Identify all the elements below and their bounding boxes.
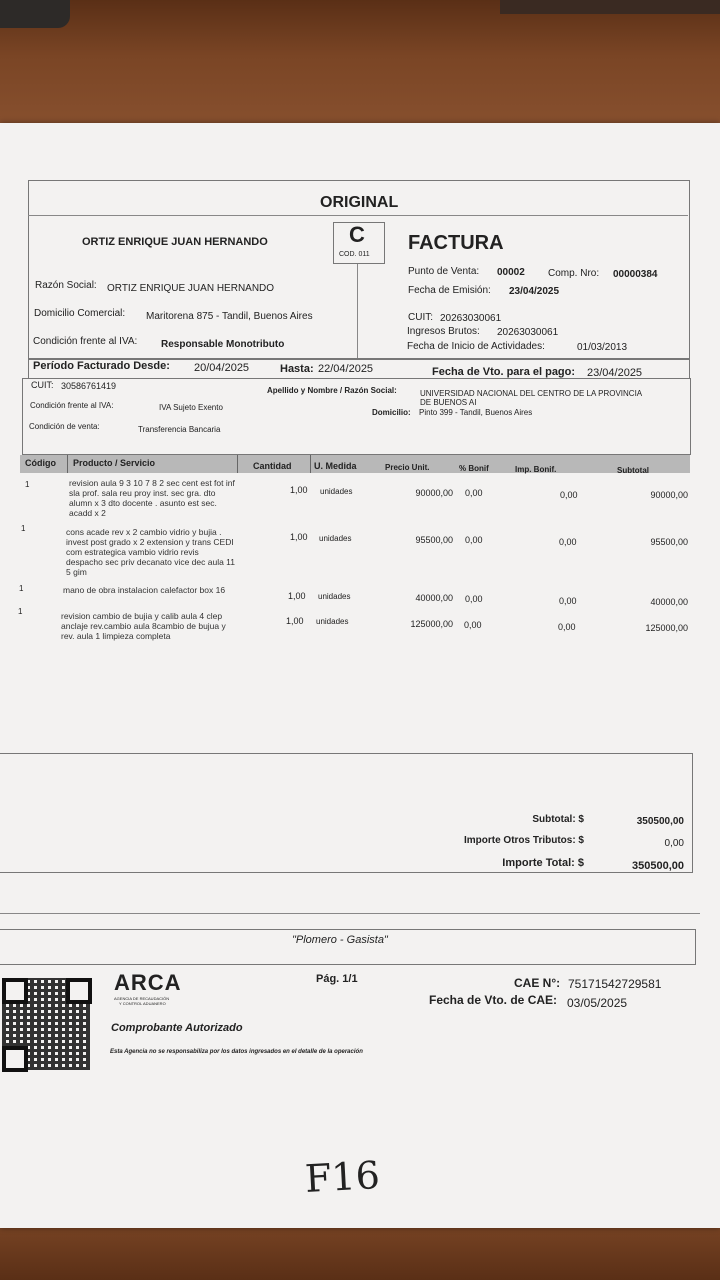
domicilio-label: Domicilio Comercial: [34,308,126,319]
row4-cantidad: 1,00 [286,616,304,626]
wood-background-bottom [0,1220,720,1280]
doc-type: FACTURA [408,232,504,254]
row4-subtotal: 125000,00 [645,623,688,633]
divider [357,262,358,358]
row2-bonif: 0,00 [465,535,483,545]
row2-codigo: 1 [21,524,26,533]
client-cuit: 30586761419 [61,381,117,391]
client-venta: Transferencia Bancaria [138,425,221,434]
arca-logo: ARCA [114,970,182,995]
comp-nro-label: Comp. Nro: [548,268,600,279]
divider [310,455,311,473]
row2-imp-bonif: 0,00 [559,537,577,547]
issuer-name: ORTIZ ENRIQUE JUAN HERNANDO [82,236,268,248]
client-venta-label: Condición de venta: [29,422,100,431]
importe-total-value: 350500,00 [632,860,684,872]
row3-unidad: unidades [318,592,351,601]
row3-subtotal: 40000,00 [650,597,688,607]
inicio-actividades: 01/03/2013 [577,342,628,353]
row1-subtotal: 90000,00 [650,490,688,500]
divider [237,455,238,473]
th-subtotal: Subtotal [617,466,649,475]
divider [67,455,68,473]
periodo-hasta: 22/04/2025 [318,363,374,375]
client-iva-label: Condición frente al IVA: [30,401,114,410]
th-unidad: U. Medida [314,461,357,471]
ingresos-label: Ingresos Brutos: [407,326,480,337]
row1-unidad: unidades [320,487,353,496]
vto-pago: 23/04/2025 [587,367,643,379]
letter-code: COD. 011 [339,251,370,258]
row2-precio: 95500,00 [415,535,453,545]
disclaimer: Esta Agencia no se responsabiliza por los datos ingresados en el detalle de la operación [110,1049,363,1055]
otros-tributos-label: Importe Otros Tributos: $ [463,835,584,846]
row3-cantidad: 1,00 [288,591,306,601]
client-iva: IVA Sujeto Exento [159,403,223,412]
dark-object-right [500,0,720,14]
cae-number: 75171542729581 [568,977,662,991]
th-producto: Producto / Servicio [73,458,156,468]
otros-tributos-value: 0,00 [664,838,684,849]
th-codigo: Código [25,458,56,468]
domicilio: Maritorena 875 - Tandil, Buenos Aires [146,311,313,322]
fecha-emision-label: Fecha de Emisión: [408,285,491,296]
row4-descripcion: revision cambio de bujia y calib aula 4 clep anclaje rev.cambio aula 8cambio de bujua y rev. aula 1 limpieza completa [61,611,226,641]
divider [0,913,700,914]
comp-nro: 00000384 [613,269,658,280]
dark-object [0,0,70,28]
totals-frame [0,753,693,873]
row2-subtotal: 95500,00 [650,537,688,547]
row3-codigo: 1 [19,584,24,593]
row4-bonif: 0,00 [464,620,482,630]
row1-codigo: 1 [25,480,30,489]
inicio-label: Fecha de Inicio de Actividades: [407,341,545,352]
th-imp-bonif: Imp. Bonif. [515,465,557,474]
cae-vto-label: Fecha de Vto. de CAE: [429,993,558,1007]
row1-bonif: 0,00 [465,488,483,498]
wood-background-top [0,0,720,140]
row2-unidad: unidades [319,534,352,543]
th-cantidad: Cantidad [253,461,292,471]
row3-bonif: 0,00 [465,594,483,604]
row3-descripcion: mano de obra instalacion calefactor box 16 [63,585,226,595]
row4-precio: 125000,00 [410,619,453,629]
razon-social: ORTIZ ENRIQUE JUAN HERNANDO [107,283,275,294]
qr-finder [66,978,92,1004]
invoice-letter: C [349,222,365,247]
qr-finder [2,978,28,1004]
arca-subtitle-1: AGENCIA DE RECAUDACIÓN [114,996,170,1001]
row4-unidad: unidades [316,617,349,626]
periodo-desde: 20/04/2025 [194,362,250,374]
punto-venta: 00002 [497,267,525,278]
subtotal-label: Subtotal: $ [532,814,584,825]
row4-imp-bonif: 0,00 [558,622,576,632]
row1-precio: 90000,00 [415,488,453,498]
fecha-emision: 23/04/2025 [509,286,560,297]
client-name-line1: UNIVERSIDAD NACIONAL DEL CENTRO DE LA PROVINCIA [420,389,643,398]
comprobante-autorizado: Comprobante Autorizado [111,1022,243,1034]
cae-label: CAE N°: [514,976,561,990]
th-bonif: % Bonif [459,464,489,473]
client-domicilio-label: Domicilio: [372,408,411,417]
importe-total-label: Importe Total: $ [502,857,584,869]
row2-descripcion: cons acade rev x 2 cambio vidrio y bujia . invest post grado x 2 extension y trans CEDI com estrategica vambio vidrio revis despacho sec priv decanato vice dec aula 11 5 gim [66,527,236,577]
client-name-line2: DE BUENOS AI [420,398,477,407]
row3-precio: 40000,00 [415,593,453,603]
qr-finder [2,1046,28,1072]
client-domicilio: Pinto 399 - Tandil, Buenos Aires [419,408,533,417]
cuit-label: CUIT: [408,312,433,323]
row1-cantidad: 1,00 [290,485,308,495]
issuer-cuit: 20263030061 [440,313,502,324]
ingresos-brutos: 20263030061 [497,327,559,338]
razon-social-label: Razón Social: [35,280,97,291]
iva-condition: Responsable Monotributo [161,339,285,350]
divider [28,215,688,216]
original-label: ORIGINAL [320,194,399,211]
page-number: Pág. 1/1 [316,973,358,985]
cae-vto: 03/05/2025 [567,996,628,1010]
row1-descripcion: revision aula 9 3 10 7 8 2 sec cent est fot inf sla prof. sala reu proy inst. sec gra. dto alumn x 3 dto docente . asunto est sec. acadd x 2 [69,478,235,518]
slogan: "Plomero - Gasista" [292,934,388,946]
handwritten-note: F16 [303,1153,381,1201]
row2-cantidad: 1,00 [290,532,308,542]
vto-pago-label: Fecha de Vto. para el pago: [432,366,576,378]
client-name-label: Apellido y Nombre / Razón Social: [267,386,397,395]
client-cuit-label: CUIT: [31,380,54,390]
arca-subtitle-2: Y CONTROL ADUANERO [119,1001,166,1006]
row1-imp-bonif: 0,00 [560,490,578,500]
row3-imp-bonif: 0,00 [559,596,577,606]
row4-codigo: 1 [18,607,23,616]
periodo-hasta-label: Hasta: [280,363,314,375]
iva-label: Condición frente al IVA: [33,336,138,347]
subtotal-value: 350500,00 [636,816,684,827]
punto-venta-label: Punto de Venta: [408,266,480,277]
periodo-desde-label: Período Facturado Desde: [33,360,170,372]
th-precio: Precio Unit. [385,463,430,472]
